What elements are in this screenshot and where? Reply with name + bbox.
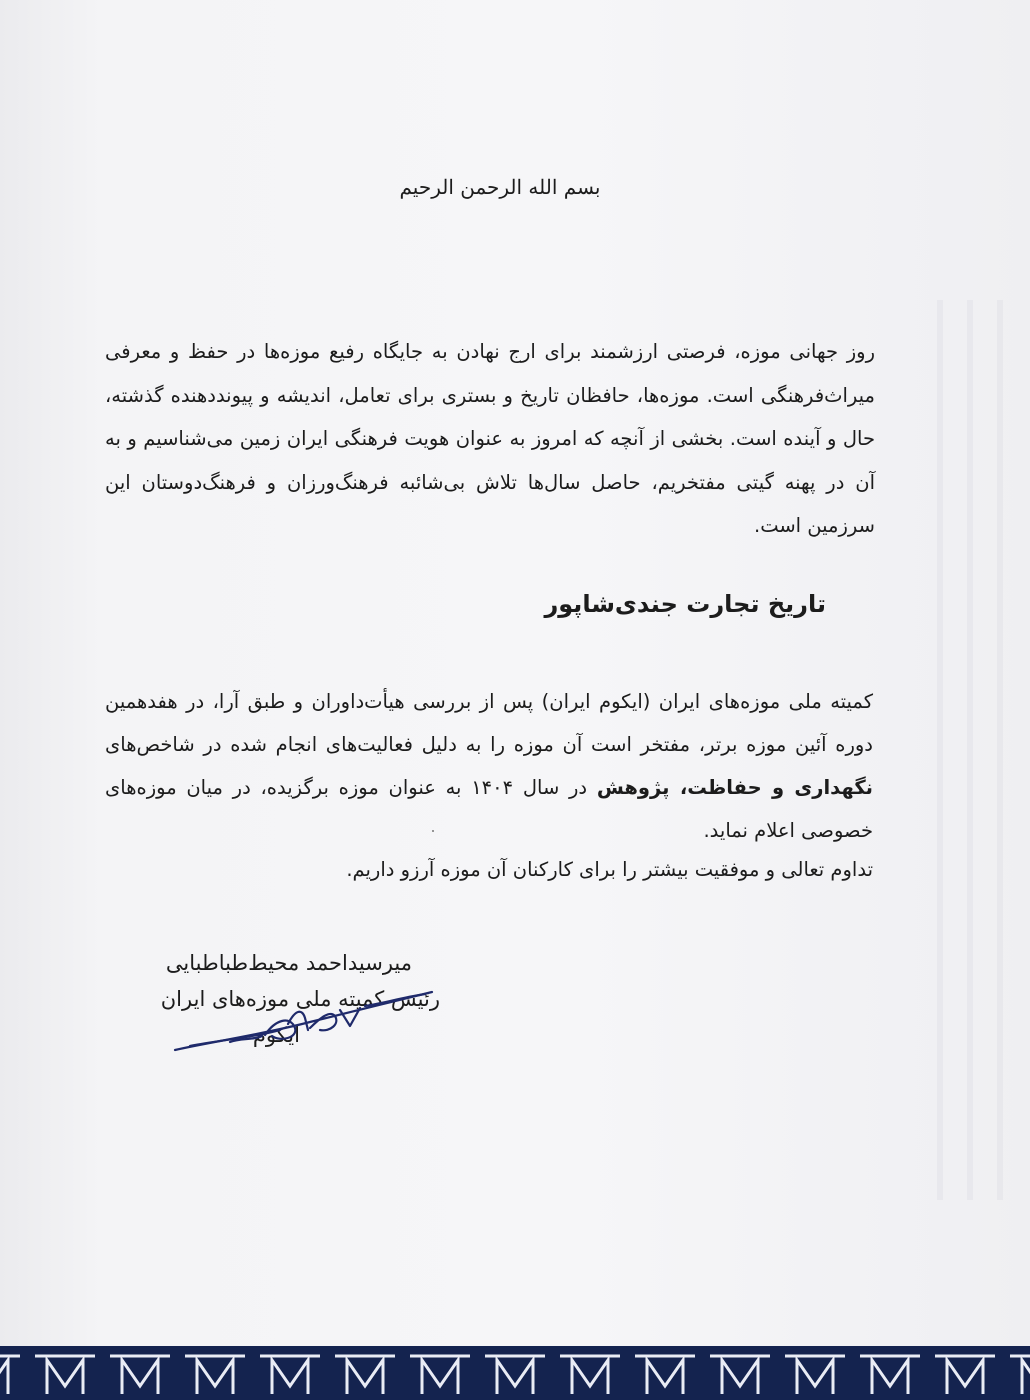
award-text-part2: در سال ۱۴۰۴ به عنوان موزه برگزیده، در میان موزه‌های خصوصی اعلام نماید. [105,776,873,842]
museum-name-heading: تاریخ تجارت جندی‌شاپور [544,590,826,618]
signatory-org: ایکوم [252,1023,300,1047]
award-text-part1: کمیته ملی موزه‌های ایران (ایکوم ایران) پس از بررسی هیأت‌داوران و طبق آرا، در هفدهمین دوره آئین موزه برتر، مفتخر است آن موزه را به دلیل فعالیت‌های انجام شده در شاخص‌های [105,690,873,756]
award-paragraph [105,680,873,852]
signatory-title: رئیس کمیته ملی موزه‌های ایران [160,987,440,1011]
handwritten-signature [170,980,440,1060]
signatory-name: میرسیداحمد محیط‌طباطبایی [165,951,412,975]
closing-wish: تداوم تعالی و موفقیت بیشتر را برای کارکنان آن موزه آرزو داریم. [346,858,873,881]
decorative-border [0,1346,1030,1400]
watermark-pattern [930,300,1010,1200]
intro-paragraph: روز جهانی موزه، فرصتی ارزشمند برای ارج نهادن به جایگاه رفیع موزه‌ها در حفظ و معرفی میراث‌فرهنگی است. موزه‌ها، حافظان تاریخ و بستری برای تعامل، اندیشه و پیونددهنده گذشته، حال و آینده است. بخشی از آنچه که امروز به عنوان هویت فرهنگی ایران زمین می‌شناسیم و به آن در پهنه گیتی مفتخریم، حاصل سال‌ها تلاش بی‌شائبه فرهنگ‌ورزان و فرهنگ‌دوستان این سرزمین است. [105,340,875,537]
award-criteria: نگهداری و حفاظت، پژوهش [596,776,873,799]
paper-speck [432,830,434,832]
basmala-heading: بسم الله الرحمن الرحیم [399,175,601,199]
